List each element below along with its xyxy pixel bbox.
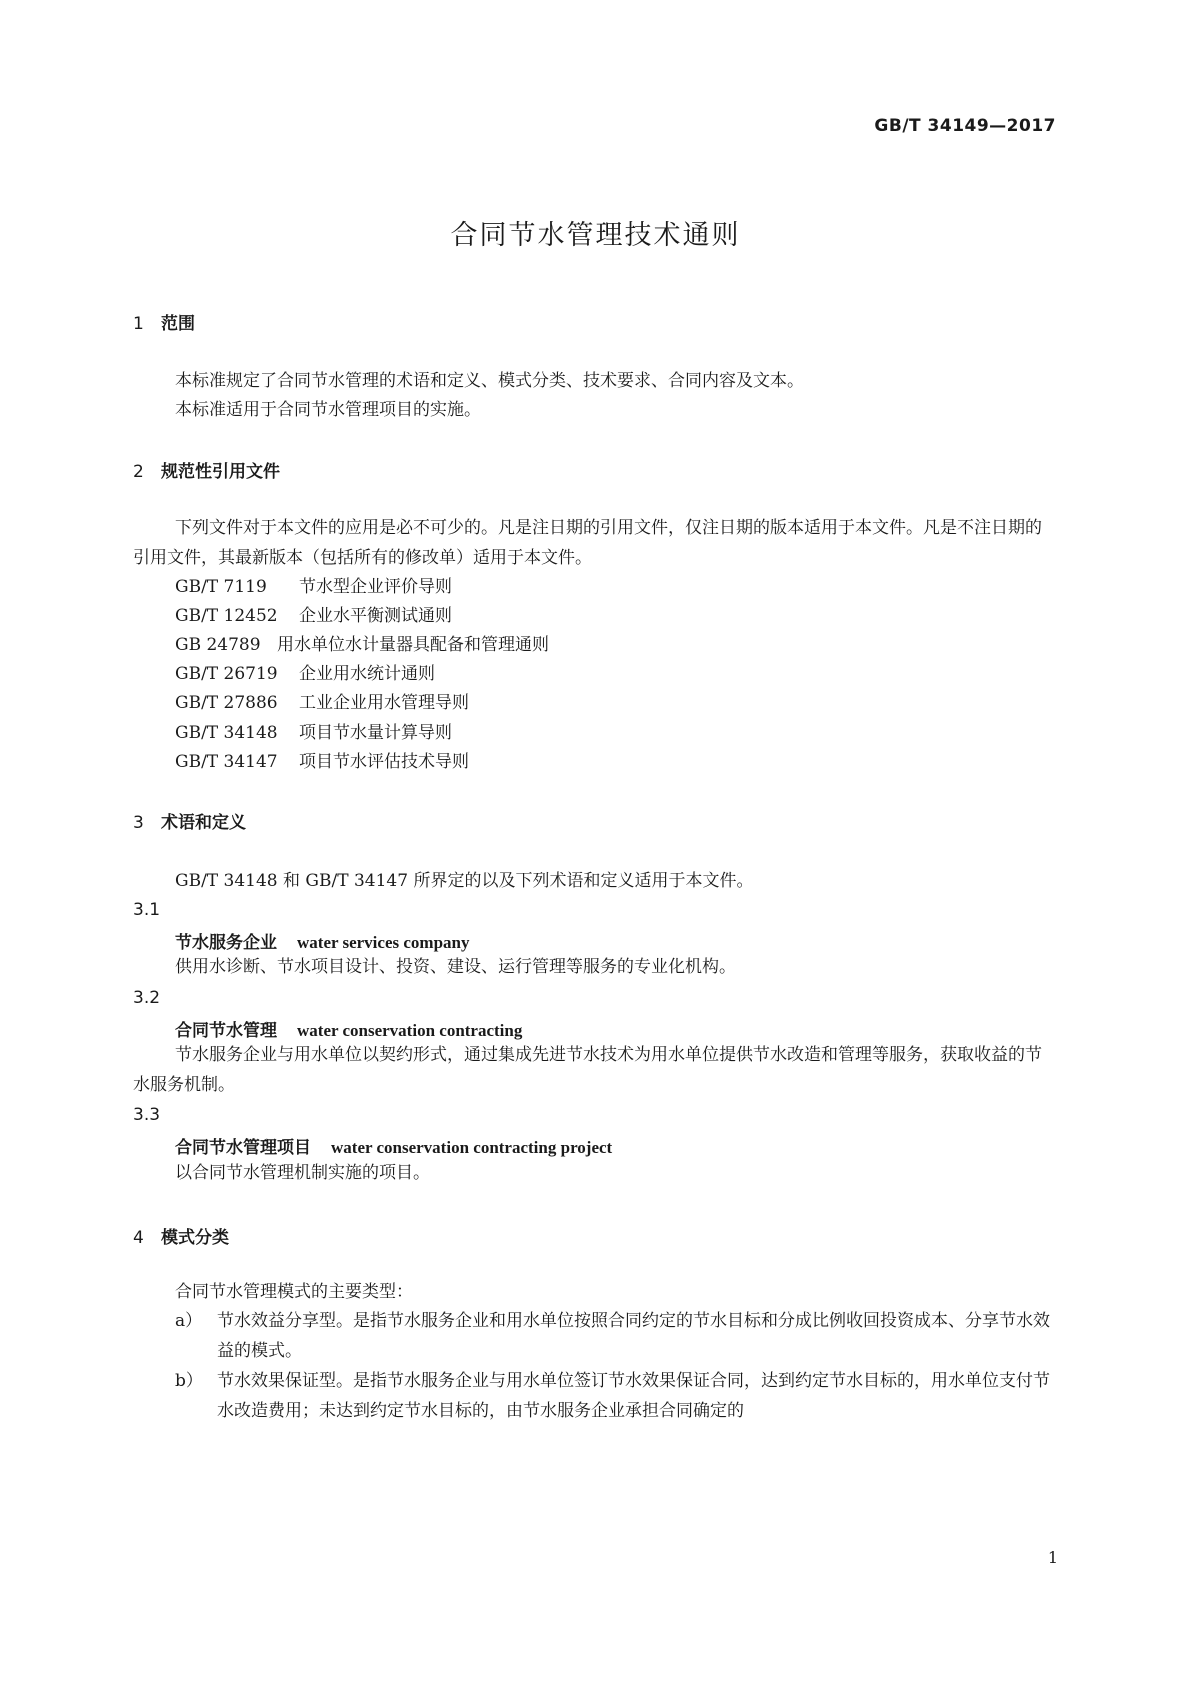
paragraph: 本标准适用于合同节水管理项目的实施。 <box>175 400 481 420</box>
reference-item <box>175 601 452 631</box>
reference-code: GB/T 27886 <box>175 693 278 713</box>
reference-code: GB 24789 <box>175 635 261 655</box>
section-title: 规范性引用文件 <box>161 462 280 482</box>
reference-item <box>175 659 435 689</box>
term-number: 3.1 <box>133 900 161 920</box>
reference-item <box>175 688 469 718</box>
document-title: 合同节水管理技术通则 <box>450 220 741 251</box>
paragraph: 本标准规定了合同节水管理的术语和定义、模式分类、技术要求、合同内容及文本。 <box>175 371 804 391</box>
term-english: water conservation contracting project <box>331 1138 613 1157</box>
reference-item <box>175 718 452 748</box>
section-number: 4 <box>133 1228 144 1248</box>
reference-title: 用水单位水计量器具配备和管理通则 <box>277 635 549 655</box>
term-entry <box>175 1016 522 1041</box>
reference-title: 工业企业用水管理导则 <box>299 693 469 713</box>
term-definition: 供用水诊断、节水项目设计、投资、建设、运行管理等服务的专业化机构。 <box>175 957 736 977</box>
list-marker: a） <box>175 1311 203 1331</box>
reference-code: GB/T 34148 <box>175 723 278 743</box>
term-definition: 节水服务企业与用水单位以契约形式，通过集成先进节水技术为用水单位提供节水改造和管理等服务，获取收益的节水服务机制。 <box>133 1045 1042 1095</box>
term-definition: 以合同节水管理机制实施的项目。 <box>175 1163 430 1183</box>
paragraph: 合同节水管理模式的主要类型： <box>175 1282 413 1302</box>
section-number: 2 <box>133 462 144 482</box>
list-text: 节水效果保证型。是指节水服务企业与用水单位签订节水效果保证合同，达到约定节水目标的，用水单位支付节水改造费用；未达到约定节水目标的，由节水服务企业承担合同确定的 <box>217 1371 1050 1421</box>
term-entry <box>175 1133 612 1158</box>
section-number: 1 <box>133 314 144 334</box>
section-1-heading <box>133 309 195 334</box>
list-item <box>175 1306 1059 1366</box>
term-chinese: 节水服务企业 <box>175 933 277 953</box>
section-3-heading <box>133 808 246 833</box>
reference-item <box>175 630 549 660</box>
reference-title: 项目节水量计算导则 <box>299 723 452 743</box>
reference-item <box>175 747 469 777</box>
section-title: 术语和定义 <box>161 813 246 833</box>
term-number: 3.2 <box>133 988 161 1008</box>
term-entry <box>175 928 469 953</box>
page-number: 1 <box>1047 1548 1058 1567</box>
reference-title: 节水型企业评价导则 <box>299 577 452 597</box>
section-2-heading <box>133 457 280 482</box>
reference-title: 企业用水统计通则 <box>299 664 435 684</box>
term-chinese: 合同节水管理项目 <box>175 1138 311 1158</box>
reference-item <box>175 572 452 602</box>
section-title: 模式分类 <box>161 1228 229 1248</box>
standard-code: GB/T 34149—2017 <box>874 116 1056 136</box>
reference-title: 项目节水评估技术导则 <box>299 752 469 772</box>
paragraph: GB/T 34148 和 GB/T 34147 所界定的以及下列术语和定义适用于本文件。 <box>175 871 754 891</box>
section-4-heading <box>133 1223 229 1248</box>
section-number: 3 <box>133 813 144 833</box>
reference-code: GB/T 34147 <box>175 752 278 772</box>
term-number: 3.3 <box>133 1105 161 1125</box>
reference-code: GB/T 12452 <box>175 606 278 626</box>
term-english: water services company <box>297 933 470 952</box>
list-marker: b） <box>175 1371 203 1391</box>
section-title: 范围 <box>161 314 195 334</box>
reference-title: 企业水平衡测试通则 <box>299 606 452 626</box>
list-text: 节水效益分享型。是指节水服务企业和用水单位按照合同约定的节水目标和分成比例收回投资成本、分享节水效益的模式。 <box>217 1311 1050 1361</box>
term-chinese: 合同节水管理 <box>175 1021 277 1041</box>
list-item <box>175 1366 1059 1426</box>
paragraph: 下列文件对于本文件的应用是必不可少的。凡是注日期的引用文件，仅注日期的版本适用于本文件。凡是不注日期的引用文件，其最新版本（包括所有的修改单）适用于本文件。 <box>133 518 1042 568</box>
term-english: water conservation contracting <box>297 1021 523 1040</box>
reference-code: GB/T 26719 <box>175 664 278 684</box>
reference-code: GB/T 7119 <box>175 577 267 597</box>
